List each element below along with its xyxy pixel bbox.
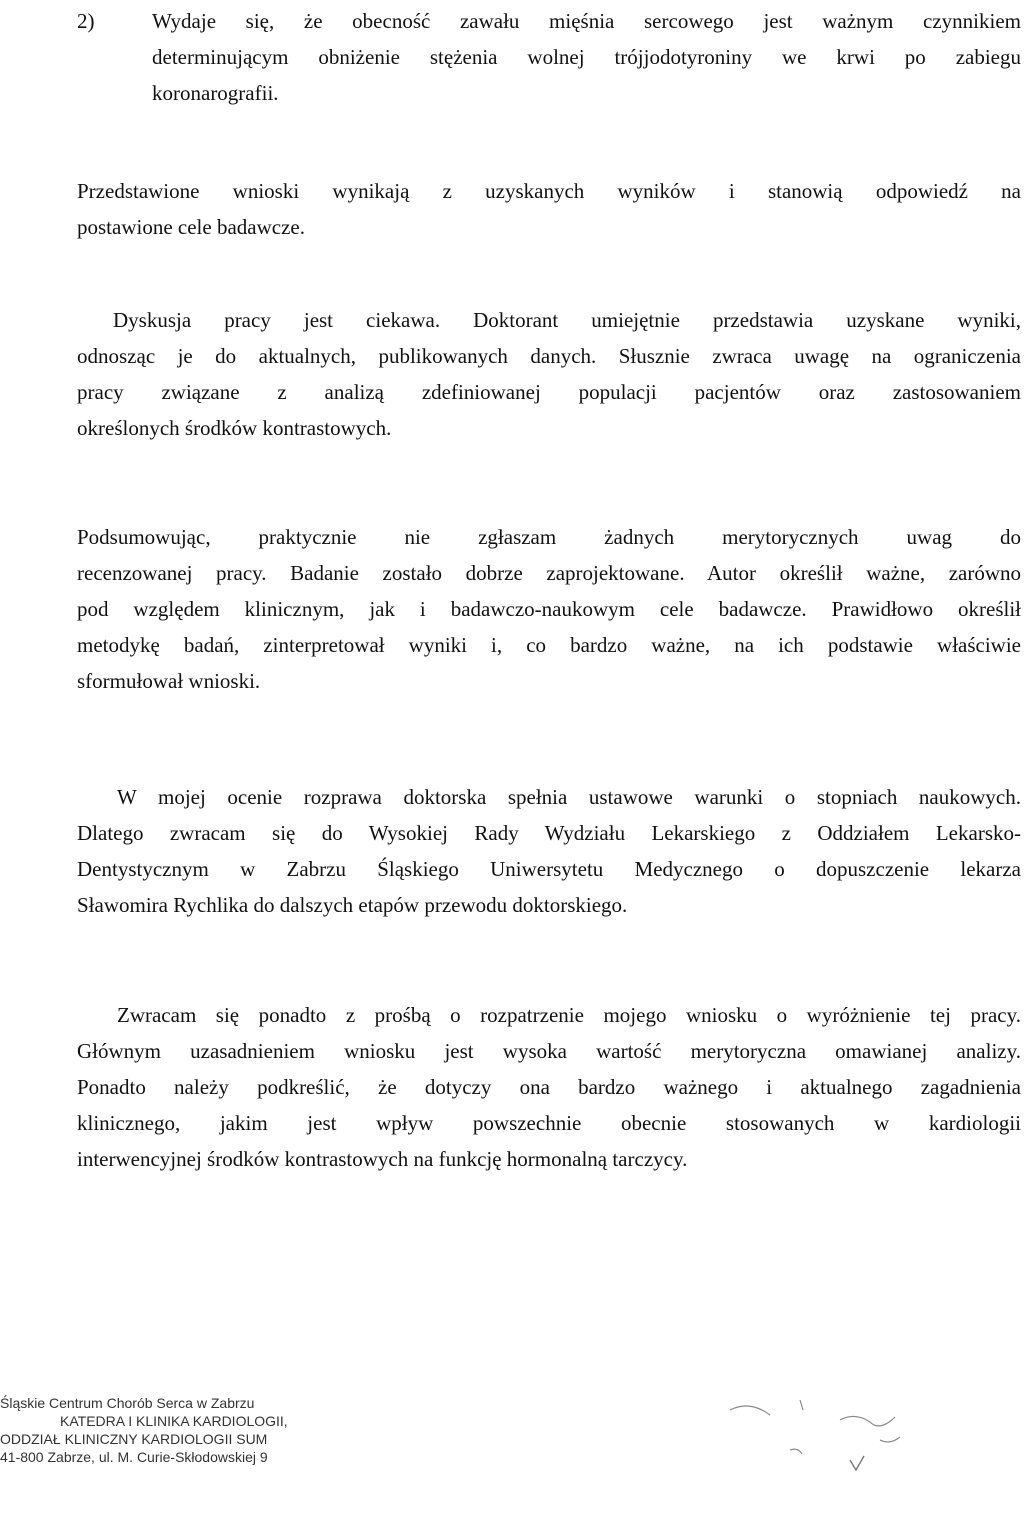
stamp-line: KATEDRA I KLINIKA KARDIOLOGII, xyxy=(60,1413,288,1429)
paragraph-line: postawione cele badawcze. xyxy=(77,215,305,239)
paragraph-summary xyxy=(77,519,1021,699)
paragraph-discussion xyxy=(77,302,1021,446)
paragraph-conclusions-summary xyxy=(77,173,1021,245)
conclusion-text-line: koronarografii. xyxy=(152,81,279,105)
paragraph-line: Głównym uzasadnieniem wniosku jest wysoka wartość merytoryczna omawianej analizy. xyxy=(77,1039,1021,1063)
conclusion-text-line: Wydaje się, że obecność zawału mięśnia sercowego jest ważnym czynnikiem xyxy=(152,9,1021,33)
paragraph-line: metodykę badań, zinterpretował wyniki i, co bardzo ważne, na ich podstawie właściwie xyxy=(77,633,1021,657)
paragraph-line: Zwracam się ponadto z prośbą o rozpatrzenie mojego wniosku o wyróżnienie tej pracy. xyxy=(117,1003,1021,1027)
institution-stamp xyxy=(0,1394,360,1466)
paragraph-line: Dlatego zwracam się do Wysokiej Rady Wydziału Lekarskiego z Oddziałem Lekarsko- xyxy=(77,821,1021,845)
paragraph-line: pracy związane z analizą zdefiniowanej populacji pacjentów oraz zastosowaniem xyxy=(77,380,1021,404)
paragraph-assessment xyxy=(77,779,1021,923)
paragraph-line: Ponadto należy podkreślić, że dotyczy ona bardzo ważnego i aktualnego zagadnienia xyxy=(77,1075,1021,1099)
stamp-line: ODDZIAŁ KLINICZNY KARDIOLOGII SUM xyxy=(0,1431,268,1447)
paragraph-line: klinicznego, jakim jest wpływ powszechnie obecnie stosowanych w kardiologii xyxy=(77,1111,1021,1135)
stamp-line: 41-800 Zabrze, ul. M. Curie-Skłodowskiej 9 xyxy=(0,1449,268,1465)
conclusion-line-1 xyxy=(77,3,1021,39)
stamp-line: Śląskie Centrum Chorób Serca w Zabrzu xyxy=(0,1395,255,1411)
paragraph-line: Sławomira Rychlika do dalszych etapów przewodu doktorskiego. xyxy=(77,893,628,917)
paragraph-distinction-request xyxy=(77,997,1021,1177)
conclusion-text-line: determinującym obniżenie stężenia wolnej trójjodotyroniny we krwi po zabiegu xyxy=(152,45,1021,69)
paragraph-line: Dyskusja pracy jest ciekawa. Doktorant umiejętnie przedstawia uzyskane wyniki, xyxy=(113,308,1021,332)
conclusion-item-2 xyxy=(77,3,1021,111)
conclusion-number: 2) xyxy=(77,9,95,33)
paragraph-line: Podsumowując, praktycznie nie zgłaszam żadnych merytorycznych uwag do xyxy=(77,525,1021,549)
paragraph-line: odnosząc je do aktualnych, publikowanych danych. Słusznie zwraca uwagę na ograniczenia xyxy=(77,344,1021,368)
paragraph-line: Przedstawione wnioski wynikają z uzyskanych wyników i stanowią odpowiedź na xyxy=(77,179,1021,203)
paragraph-line: recenzowanej pracy. Badanie zostało dobrze zaprojektowane. Autor określił ważne, zarówno xyxy=(77,561,1021,585)
paragraph-line: sformułował wnioski. xyxy=(77,669,261,693)
paragraph-line: Dentystycznym w Zabrzu Śląskiego Uniwersytetu Medycznego o dopuszczenie lekarza xyxy=(77,857,1021,881)
paragraph-line: określonych środków kontrastowych. xyxy=(77,416,392,440)
paragraph-line: pod względem klinicznym, jak i badawczo-naukowym cele badawcze. Prawidłowo określił xyxy=(77,597,1021,621)
paragraph-line: interwencyjnej środków kontrastowych na funkcję hormonalną tarczycy. xyxy=(77,1147,688,1171)
signature-mark xyxy=(700,1380,1000,1500)
paragraph-line: W mojej ocenie rozprawa doktorska spełnia ustawowe warunki o stopniach naukowych. xyxy=(117,785,1021,809)
